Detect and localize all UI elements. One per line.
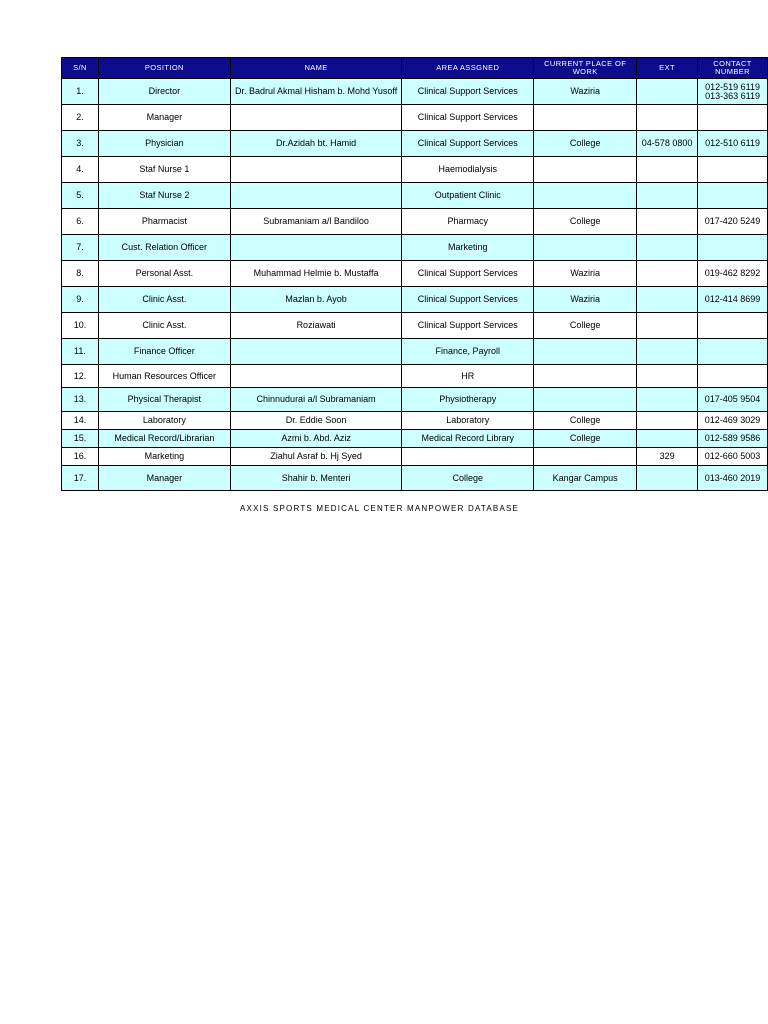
cell-place: College <box>534 430 637 448</box>
cell-name: Shahir b. Menteri <box>230 466 402 491</box>
cell-contact <box>698 365 768 388</box>
header-place: CURRENT PLACE OF WORK <box>534 58 637 79</box>
cell-sn: 13. <box>62 388 99 412</box>
cell-name <box>230 183 402 209</box>
cell-place: Kangar Campus <box>534 466 637 491</box>
cell-sn: 1. <box>62 79 99 105</box>
cell-name <box>230 339 402 365</box>
manpower-sheet <box>61 57 768 491</box>
cell-sn: 14. <box>62 412 99 430</box>
table-row <box>62 412 768 430</box>
table-row <box>62 105 768 131</box>
cell-ext <box>637 365 698 388</box>
table-body <box>62 79 768 491</box>
cell-position: Staf Nurse 2 <box>98 183 230 209</box>
table-row <box>62 261 768 287</box>
cell-place <box>534 448 637 466</box>
cell-place <box>534 183 637 209</box>
cell-place <box>534 388 637 412</box>
cell-ext <box>637 412 698 430</box>
cell-position: Cust. Relation Officer <box>98 235 230 261</box>
cell-ext <box>637 466 698 491</box>
cell-sn: 8. <box>62 261 99 287</box>
header-sn: S/N <box>62 58 99 79</box>
cell-area: Clinical Support Services <box>402 105 534 131</box>
cell-ext <box>637 183 698 209</box>
cell-ext <box>637 105 698 131</box>
cell-sn: 10. <box>62 313 99 339</box>
cell-name: Dr. Eddie Soon <box>230 412 402 430</box>
cell-area: Clinical Support Services <box>402 287 534 313</box>
table-row <box>62 287 768 313</box>
cell-contact <box>698 105 768 131</box>
cell-position: Manager <box>98 466 230 491</box>
table-row <box>62 209 768 235</box>
cell-name: Azmi b. Abd. Aziz <box>230 430 402 448</box>
cell-area <box>402 448 534 466</box>
header-row <box>62 58 768 79</box>
cell-contact: 013-460 2019 <box>698 466 768 491</box>
cell-sn: 6. <box>62 209 99 235</box>
cell-name: Dr. Badrul Akmal Hisham b. Mohd Yusoff <box>230 79 402 105</box>
cell-ext <box>637 430 698 448</box>
table-row <box>62 388 768 412</box>
cell-position: Clinic Asst. <box>98 313 230 339</box>
table-row <box>62 235 768 261</box>
cell-ext: 04-578 0800 <box>637 131 698 157</box>
cell-position: Director <box>98 79 230 105</box>
cell-contact: 012-660 5003 <box>698 448 768 466</box>
cell-ext <box>637 157 698 183</box>
cell-sn: 4. <box>62 157 99 183</box>
cell-place: Waziria <box>534 287 637 313</box>
cell-name: Mazlan b. Ayob <box>230 287 402 313</box>
cell-area: Outpatient Clinic <box>402 183 534 209</box>
cell-sn: 12. <box>62 365 99 388</box>
cell-position: Staf Nurse 1 <box>98 157 230 183</box>
cell-area: Clinical Support Services <box>402 131 534 157</box>
cell-contact: 012-510 6119 <box>698 131 768 157</box>
cell-sn: 9. <box>62 287 99 313</box>
cell-name <box>230 235 402 261</box>
cell-position: Medical Record/Librarian <box>98 430 230 448</box>
cell-place: College <box>534 131 637 157</box>
cell-contact: 012-589 9586 <box>698 430 768 448</box>
sheet-caption: AXXIS SPORTS MEDICAL CENTER MANPOWER DATABASE <box>240 504 520 513</box>
cell-position: Finance Officer <box>98 339 230 365</box>
cell-position: Physician <box>98 131 230 157</box>
cell-position: Physical Therapist <box>98 388 230 412</box>
table-row <box>62 183 768 209</box>
cell-position: Clinic Asst. <box>98 287 230 313</box>
cell-area: Laboratory <box>402 412 534 430</box>
cell-ext <box>637 235 698 261</box>
cell-contact: 012-469 3029 <box>698 412 768 430</box>
cell-name: Subramaniam a/l Bandiloo <box>230 209 402 235</box>
cell-ext <box>637 388 698 412</box>
table-row <box>62 448 768 466</box>
cell-sn: 15. <box>62 430 99 448</box>
cell-ext <box>637 261 698 287</box>
cell-ext: 329 <box>637 448 698 466</box>
table-row <box>62 131 768 157</box>
cell-contact: 017-420 5249 <box>698 209 768 235</box>
cell-place <box>534 339 637 365</box>
cell-area: Clinical Support Services <box>402 261 534 287</box>
table-row <box>62 430 768 448</box>
cell-ext <box>637 339 698 365</box>
table-row <box>62 365 768 388</box>
cell-position: Marketing <box>98 448 230 466</box>
header-contact: CONTACT NUMBER <box>698 58 768 79</box>
cell-area: Finance, Payroll <box>402 339 534 365</box>
cell-ext <box>637 79 698 105</box>
cell-sn: 17. <box>62 466 99 491</box>
cell-area: College <box>402 466 534 491</box>
cell-contact <box>698 313 768 339</box>
cell-place: College <box>534 412 637 430</box>
cell-contact <box>698 339 768 365</box>
cell-area: Medical Record Library <box>402 430 534 448</box>
header-area: AREA ASSGNED <box>402 58 534 79</box>
cell-name: Muhammad Helmie b. Mustaffa <box>230 261 402 287</box>
cell-place <box>534 365 637 388</box>
cell-sn: 3. <box>62 131 99 157</box>
cell-contact <box>698 235 768 261</box>
cell-contact <box>698 157 768 183</box>
cell-contact <box>698 183 768 209</box>
cell-contact: 012-414 8699 <box>698 287 768 313</box>
header-position: POSITION <box>98 58 230 79</box>
cell-sn: 2. <box>62 105 99 131</box>
cell-ext <box>637 313 698 339</box>
table-row <box>62 157 768 183</box>
cell-name: Roziawati <box>230 313 402 339</box>
cell-sn: 11. <box>62 339 99 365</box>
cell-sn: 7. <box>62 235 99 261</box>
cell-position: Laboratory <box>98 412 230 430</box>
cell-area: Physiotherapy <box>402 388 534 412</box>
cell-name <box>230 105 402 131</box>
table-row <box>62 313 768 339</box>
manpower-table <box>61 57 768 491</box>
cell-contact: 019-462 8292 <box>698 261 768 287</box>
cell-sn: 5. <box>62 183 99 209</box>
cell-place <box>534 235 637 261</box>
cell-name <box>230 157 402 183</box>
cell-place: Waziria <box>534 261 637 287</box>
cell-area: Clinical Support Services <box>402 313 534 339</box>
header-name: NAME <box>230 58 402 79</box>
cell-contact: 012-519 6119 013-363 6119 <box>698 79 768 105</box>
cell-ext <box>637 287 698 313</box>
cell-place: College <box>534 209 637 235</box>
cell-position: Manager <box>98 105 230 131</box>
cell-position: Pharmacist <box>98 209 230 235</box>
cell-contact: 017-405 9504 <box>698 388 768 412</box>
table-row <box>62 466 768 491</box>
cell-area: HR <box>402 365 534 388</box>
cell-place: Waziria <box>534 79 637 105</box>
cell-position: Human Resources Officer <box>98 365 230 388</box>
cell-place <box>534 105 637 131</box>
cell-place <box>534 157 637 183</box>
cell-name <box>230 365 402 388</box>
table-row <box>62 339 768 365</box>
cell-name: Dr.Azidah bt. Hamid <box>230 131 402 157</box>
header-ext: EXT <box>637 58 698 79</box>
cell-sn: 16. <box>62 448 99 466</box>
table-row <box>62 79 768 105</box>
cell-place: College <box>534 313 637 339</box>
cell-area: Marketing <box>402 235 534 261</box>
cell-area: Clinical Support Services <box>402 79 534 105</box>
cell-position: Personal Asst. <box>98 261 230 287</box>
cell-ext <box>637 209 698 235</box>
cell-name: Chinnudurai a/l Subramaniam <box>230 388 402 412</box>
cell-area: Haemodialysis <box>402 157 534 183</box>
cell-name: Ziahul Asraf b. Hj Syed <box>230 448 402 466</box>
cell-area: Pharmacy <box>402 209 534 235</box>
